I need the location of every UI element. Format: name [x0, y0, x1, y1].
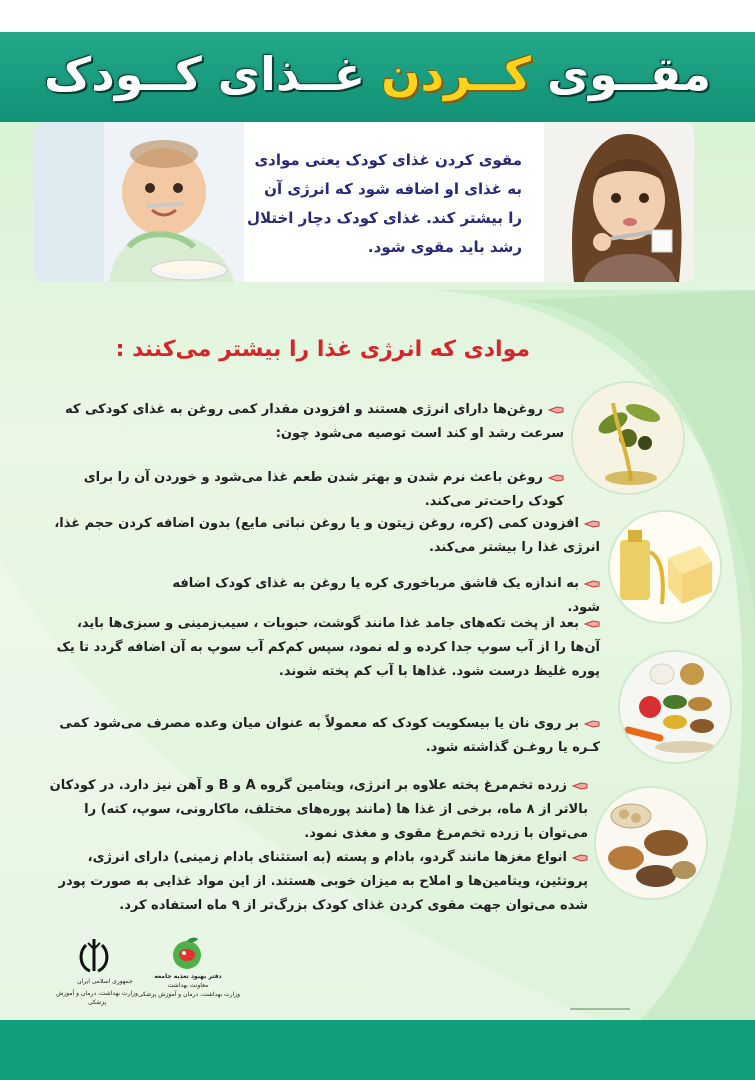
- list-item: [44, 774, 588, 846]
- list-item-text: انواع مغزها مانند گردو، بادام و پسته (به استثنای بادام زمینی) دارای انرژی، پروتئین، ویتامین‌ها و املاح به میزان خوبی هستند. از این مواد غذایی به صورت پودر شده می‌توان جهت مقوی کردن غذای کودک بزرگ‌تر از ۹ ماه استفاده کرد.: [58, 850, 588, 913]
- logos-area: [40, 935, 300, 1015]
- pointing-hand-icon: [584, 719, 600, 729]
- iran-emblem-icon: [76, 937, 112, 975]
- page-title: [0, 38, 755, 110]
- butter-oil-image: [610, 512, 720, 622]
- mixed-food-image: [620, 652, 730, 762]
- office-line-1: دفتر بهبود تغذیه جامعه: [154, 973, 222, 980]
- emblem-caption-1: جمهوری اسلامی ایران: [77, 978, 133, 985]
- top-white-stripe: [0, 0, 755, 32]
- pointing-hand-icon: [584, 519, 600, 529]
- bottom-bar: [0, 1020, 755, 1080]
- list-item: [44, 612, 600, 684]
- girl-eating-photo: [544, 122, 694, 282]
- olive-oil-illustration: [573, 383, 683, 493]
- emblem-caption-2: وزارت بهداشت، درمان و آموزش پزشکی: [56, 990, 138, 1006]
- list-item: [44, 512, 600, 560]
- title-part-1: مقــوی: [546, 47, 711, 101]
- nutrition-office-logo-icon: [170, 935, 204, 971]
- list-item: [44, 712, 600, 760]
- baby-eating-photo: [34, 122, 244, 282]
- office-line-3: وزارت بهداشت، درمان و آموزش پزشکی: [137, 991, 241, 998]
- list-item-text: بر روی نان یا بیسکویت کودک که معمولاً به عنوان میان وعده مصرف می‌شود کمی کـره یا روغـن گذاشته شود.: [59, 716, 600, 755]
- list-item-text: روغن باعث نرم شدن و بهتر شدن طعم غذا می‌شود و خوردن آن را برای کودک راحت‌تر می‌کند.: [83, 470, 564, 509]
- section-heading: موادی که انرژی غذا را بیشتر می‌کنند :: [115, 337, 530, 362]
- fine-print-mark: [570, 1006, 630, 1012]
- pointing-hand-icon: [572, 781, 588, 791]
- butter-oil-illustration: [610, 512, 720, 622]
- pointing-hand-icon: [548, 405, 564, 415]
- list-item-text: بعد از پخت تکه‌های جامد غذا مانند گوشت، حبوبات ، سیب‌زمینی و سبزی‌ها باید، آن‌ها را از آب سوپ جدا کرده و له نمود، سپس کم‌کم آب سوپ به آن اضافه گردد تا یک پوره غلیظ درست شود. غذاها با آب کم پخته شوند.: [56, 616, 600, 679]
- title-part-3: غــذای کــودک: [44, 47, 366, 101]
- intro-panel: [34, 122, 694, 282]
- list-item-text: زرده تخم‌مرغ پخته علاوه بر انرژی، ویتامین گروه A و B و آهن نیز دارد. در کودکان بالاتر از ۸ ماه، برخی از غذا ها (مانند پوره‌های مختلف، ماکارونی، سوپ، کته) را می‌توان با زرده تخم‌مرغ مقوی و مغذی نمود.: [49, 778, 588, 841]
- pointing-hand-icon: [584, 579, 600, 589]
- list-item-text: به اندازه یک قاشق مرباخوری کره یا روغن به غذای کودک اضافه شود.: [172, 576, 600, 615]
- list-item: [44, 398, 564, 446]
- title-part-2: کــردن: [381, 47, 531, 101]
- pointing-hand-icon: [584, 619, 600, 629]
- list-item: [44, 846, 588, 918]
- list-item-text: افزودن کمی (کره، روغن زیتون و یا روغن نباتی مایع) بدون اضافه کردن حجم غذا، انرژی غذا را بیشتر می‌کند.: [54, 516, 600, 555]
- nuts-image: [596, 788, 706, 898]
- intro-text: مقوی کردن غذای کودک یعنی مواد‌ی به غذای او اضافه شود که انرژی آن را بیشتر کند. غذای کودک دچار اختلال رشد باید مقوی شود.: [246, 151, 522, 256]
- olive-oil-image: [573, 383, 683, 493]
- nuts-illustration: [596, 788, 706, 898]
- office-line-2: معاونت بهداشت: [167, 982, 209, 989]
- mixed-food-illustration: [620, 652, 730, 762]
- pointing-hand-icon: [572, 853, 588, 863]
- list-item-text: روغن‌ها دارای انرژی هستند و افزودن مقدار کمی روغن به غذای کودکی که سرعت رشد او کند است توصیه می‌شود چون:: [65, 402, 564, 441]
- pointing-hand-icon: [548, 473, 564, 483]
- list-item: [44, 466, 564, 514]
